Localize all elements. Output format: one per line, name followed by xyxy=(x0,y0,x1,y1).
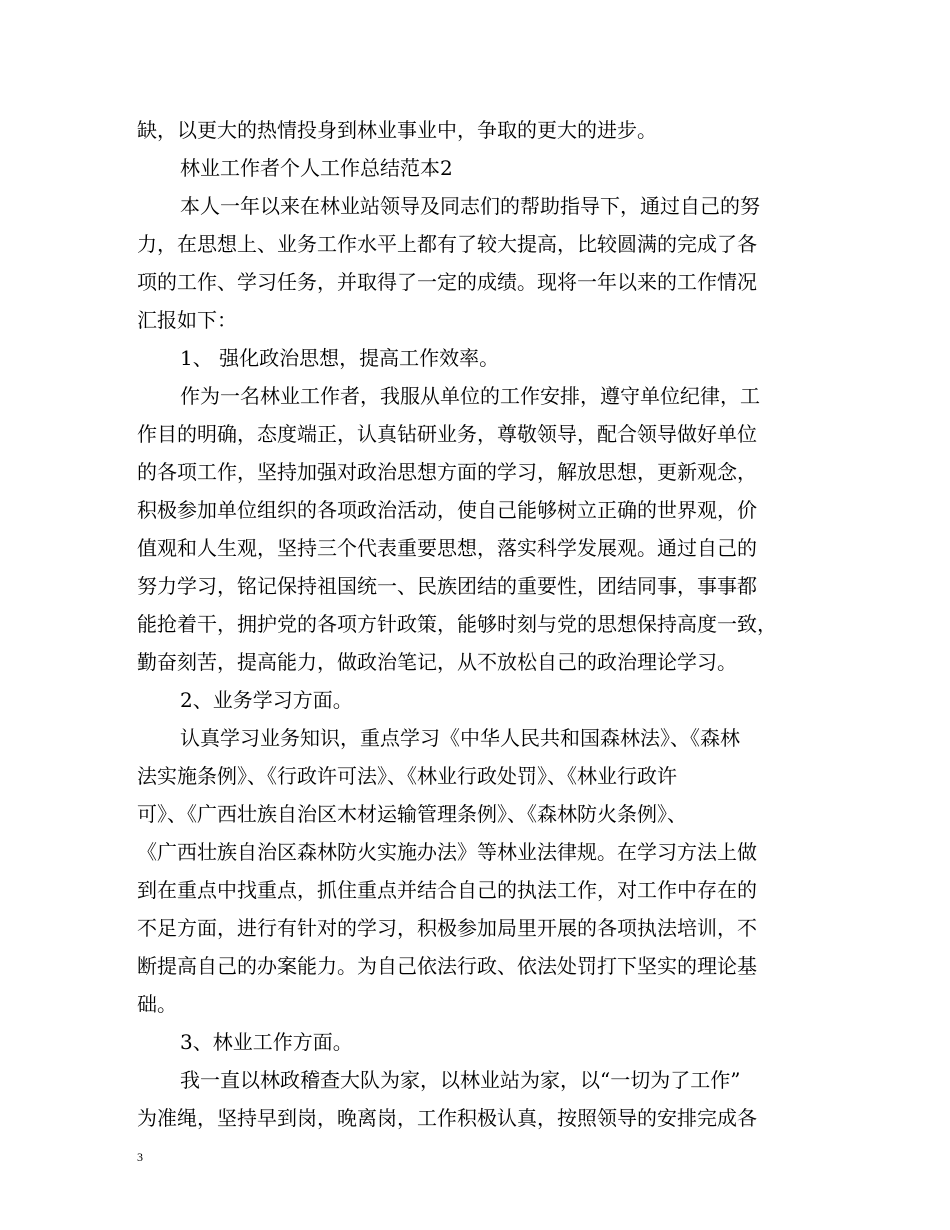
body-text-line: 的各项工作，坚持加强对政治思想方面的学习，解放思想，更新观念， xyxy=(137,460,757,484)
body-text-line: 缺，以更大的热情投身到林业事业中，争取的更大的进步。 xyxy=(137,118,657,142)
body-text-line: 勤奋刻苦，提高能力，做政治笔记，从不放松自己的政治理论学习。 xyxy=(137,650,737,674)
body-text-line: 断提高自己的办案能力。为自己依法行政、依法处罚打下坚实的理论基 xyxy=(137,954,757,978)
body-text-line: 值观和人生观，坚持三个代表重要思想，落实科学发展观。通过自己的 xyxy=(137,536,757,560)
subsection-heading: 1、 强化政治思想，提高工作效率。 xyxy=(180,346,500,370)
body-text-line: 不足方面，进行有针对的学习，积极参加局里开展的各项执法培训，不 xyxy=(137,916,757,940)
body-text-line: 力，在思想上、业务工作水平上都有了较大提高，比较圆满的完成了各 xyxy=(137,232,757,256)
body-text-line: 认真学习业务知识，重点学习《中华人民共和国森林法》、《森林 xyxy=(180,726,740,750)
body-text-line: 积极参加单位组织的各项政治活动，使自己能够树立正确的世界观，价 xyxy=(137,498,757,522)
subsection-heading: 3、林业工作方面。 xyxy=(180,1030,353,1054)
body-text-line: 本人一年以来在林业站领导及同志们的帮助指导下，通过自己的努 xyxy=(180,194,760,218)
body-text-line: 我一直以林政稽查大队为家，以林业站为家，以“一切为了工作” xyxy=(180,1068,741,1092)
subsection-heading: 2、业务学习方面。 xyxy=(180,688,353,712)
body-text-line: 《广西壮族自治区森林防火实施办法》等林业法律规。在学习方法上做 xyxy=(137,840,757,864)
page-number: 3 xyxy=(137,1150,143,1164)
body-text-line: 法实施条例》、《行政许可法》、《林业行政处罚》、《林业行政许 xyxy=(137,764,677,788)
body-text-line: 础。 xyxy=(137,992,177,1016)
body-text-line: 到在重点中找重点，抓住重点并结合自己的执法工作，对工作中存在的 xyxy=(137,878,757,902)
section-heading: 林业工作者个人工作总结范本2 xyxy=(180,156,453,180)
body-text-line: 能抢着干，拥护党的各项方针政策，能够时刻与党的思想保持高度一致， xyxy=(137,612,777,636)
body-text-line: 可》、《广西壮族自治区木材运输管理条例》、《森林防火条例》、 xyxy=(137,802,687,826)
body-text-line: 努力学习，铭记保持祖国统一、民族团结的重要性，团结同事，事事都 xyxy=(137,574,757,598)
body-text-line: 作目的明确，态度端正，认真钻研业务，尊敬领导，配合领导做好单位 xyxy=(137,422,757,446)
body-text-line: 为准绳，坚持早到岗，晚离岗，工作积极认真，按照领导的安排完成各 xyxy=(137,1106,757,1130)
body-text-line: 汇报如下： xyxy=(137,308,237,332)
body-text-line: 项的工作、学习任务，并取得了一定的成绩。现将一年以来的工作情况 xyxy=(137,270,757,294)
body-text-line: 作为一名林业工作者，我服从单位的工作安排，遵守单位纪律，工 xyxy=(180,384,760,408)
